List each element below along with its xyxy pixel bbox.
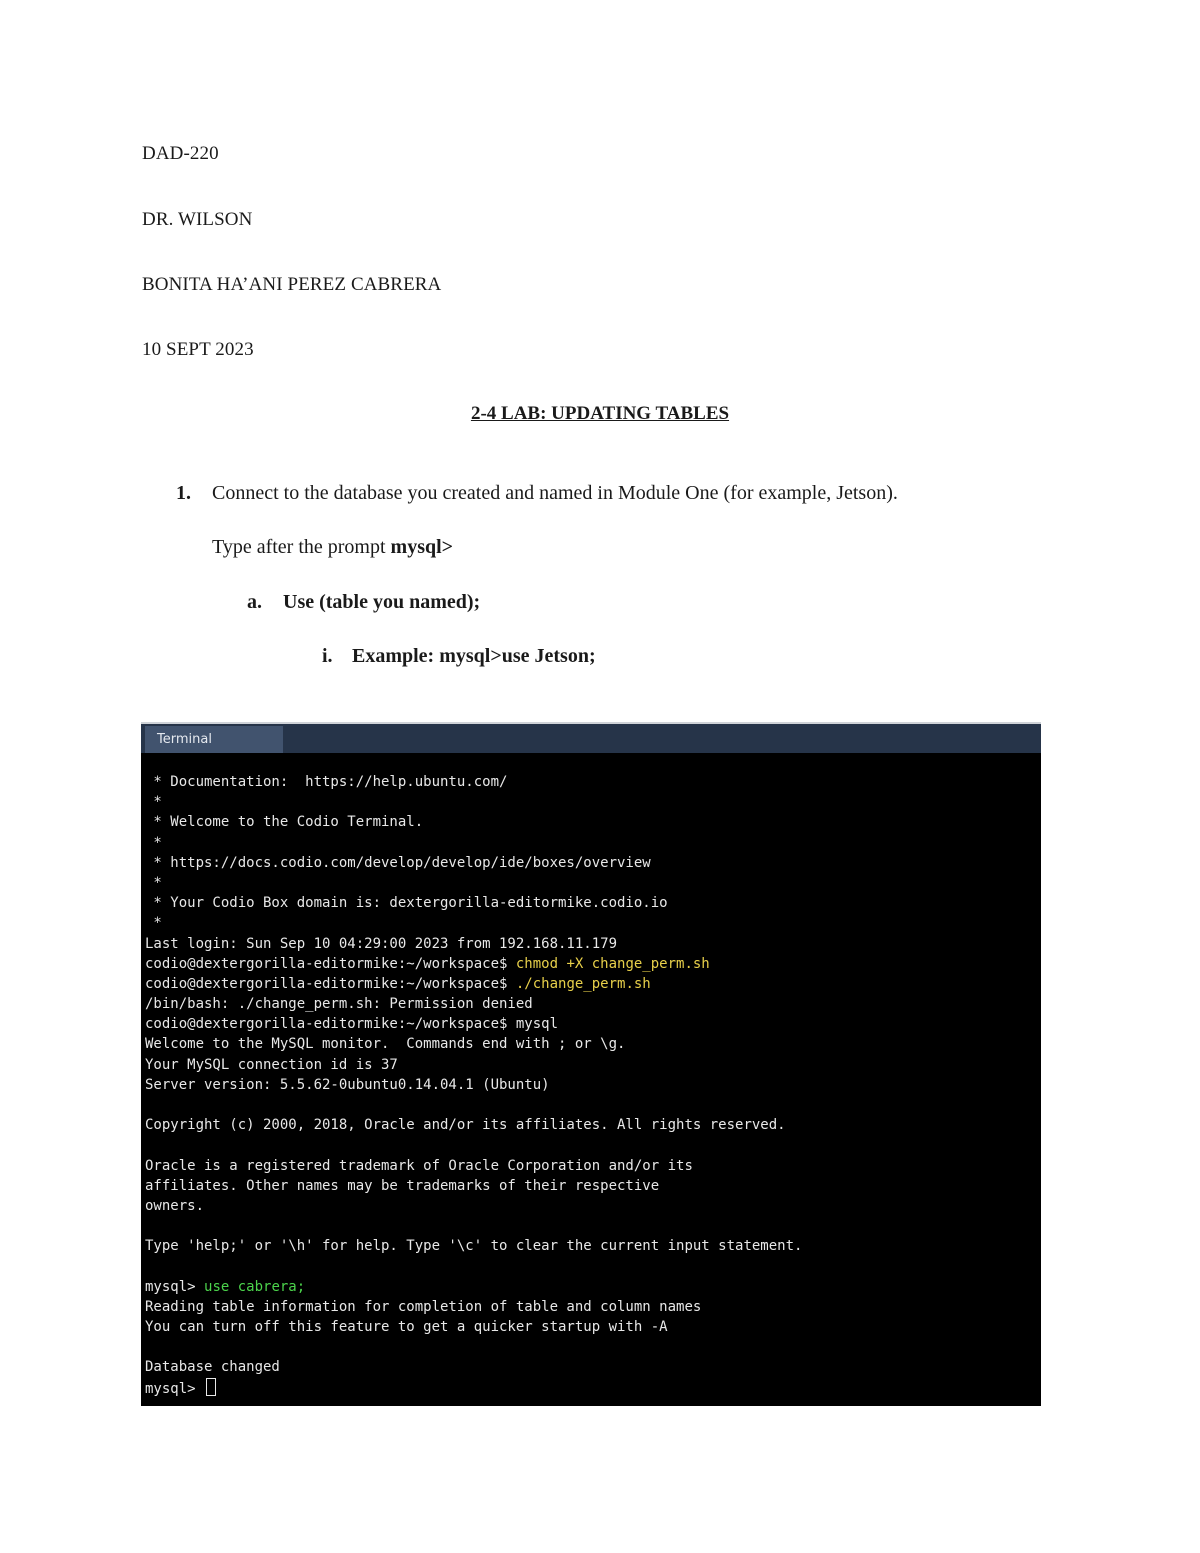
terminal-line [145, 1014, 1035, 1034]
terminal-line [145, 1055, 1035, 1075]
terminal-line [145, 974, 1035, 994]
terminal-line [145, 792, 1035, 812]
terminal-line [145, 833, 1035, 853]
terminal-line [145, 1297, 1035, 1317]
terminal-line [145, 1257, 1035, 1277]
terminal-line [145, 853, 1035, 873]
terminal-line-text: Your MySQL connection id is 37 [145, 1056, 398, 1073]
terminal-line [145, 1095, 1035, 1115]
terminal-line [145, 1216, 1035, 1236]
terminal-line-text: codio@dextergorilla-editormike:~/workspace$ [145, 955, 516, 972]
terminal-tab: Terminal [145, 726, 283, 753]
instructor-name: DR. WILSON [142, 209, 253, 230]
terminal-line-text: Copyright (c) 2000, 2018, Oracle and/or its affiliates. All rights reserved. [145, 1117, 786, 1134]
terminal-cursor [206, 1378, 216, 1396]
example-text: Example: mysql>use Jetson; [352, 645, 596, 667]
terminal-line-text: Type 'help;' or '\h' for help. Type '\c' to clear the current input statement. [145, 1238, 803, 1255]
terminal-line [145, 1034, 1035, 1054]
terminal-line [145, 1277, 1035, 1297]
terminal-line [145, 873, 1035, 893]
terminal-line [145, 1337, 1035, 1357]
terminal-line-text: Welcome to the MySQL monitor. Commands end with ; or \g. [145, 1036, 626, 1053]
terminal-line-text: * https://docs.codio.com/develop/develop/ide/boxes/overview [145, 854, 651, 871]
terminal-line [145, 812, 1035, 832]
terminal-command: use cabrera; [204, 1278, 306, 1295]
terminal-line-text: Database changed [145, 1359, 280, 1376]
prompt-instruction [212, 536, 453, 559]
prompt-prefix: Type after the prompt [212, 536, 391, 558]
terminal-line-text: affiliates. Other names may be trademarks of their respective [145, 1177, 660, 1194]
step-number: 1. [176, 482, 191, 504]
terminal-line-text: * [145, 794, 162, 811]
terminal-line-text: owners. [145, 1197, 205, 1214]
terminal-line-text: mysql> [145, 1380, 205, 1397]
terminal-line [145, 1357, 1035, 1377]
prompt-keyword: mysql> [390, 536, 454, 558]
substep-marker: a. [247, 591, 262, 613]
course-code: DAD-220 [142, 143, 219, 164]
terminal-line-text: /bin/bash: ./change_perm.sh: Permission denied [145, 996, 533, 1013]
terminal-screenshot [141, 722, 1041, 1406]
terminal-line [145, 1378, 1035, 1398]
terminal-line-text: Server version: 5.5.62-0ubuntu0.14.04.1 (Ubuntu) [145, 1076, 550, 1093]
terminal-line-text: * [145, 915, 162, 932]
terminal-line [145, 954, 1035, 974]
terminal-line [145, 1115, 1035, 1135]
example-marker: i. [322, 645, 333, 667]
student-name: BONITA HA’ANI PEREZ CABRERA [142, 274, 442, 295]
terminal-line-text: codio@dextergorilla-editormike:~/workspace$ mysql [145, 1016, 559, 1033]
submission-date: 10 SEPT 2023 [142, 339, 254, 360]
terminal-line-text: You can turn off this feature to get a quicker startup with -A [145, 1319, 668, 1336]
terminal-line [145, 1075, 1035, 1095]
terminal-line-text: Last login: Sun Sep 10 04:29:00 2023 from 192.168.11.179 [145, 935, 618, 952]
terminal-line [145, 994, 1035, 1014]
terminal-line [145, 893, 1035, 913]
step-instruction: Connect to the database you created and named in Module One (for example, Jetson). [212, 482, 898, 504]
terminal-command: chmod +X change_perm.sh [515, 955, 710, 972]
terminal-line-text: * Your Codio Box domain is: dextergorilla-editormike.codio.io [145, 895, 668, 912]
terminal-line [145, 772, 1035, 792]
terminal-tab-bar [141, 724, 1041, 753]
terminal-line-text: * Welcome to the Codio Terminal. [145, 814, 424, 831]
terminal-line-text: * [145, 874, 162, 891]
terminal-line [145, 1135, 1035, 1155]
terminal-line [145, 1317, 1035, 1337]
substep-text: Use (table you named); [283, 591, 481, 613]
terminal-line-text: * Documentation: https://help.ubuntu.com/ [145, 774, 508, 790]
terminal-line [145, 1156, 1035, 1176]
terminal-line-text: Oracle is a registered trademark of Oracle Corporation and/or its [145, 1157, 693, 1174]
terminal-line [145, 1196, 1035, 1216]
terminal-output [145, 772, 1035, 1398]
terminal-line [145, 934, 1035, 954]
terminal-command: ./change_perm.sh [515, 975, 651, 992]
terminal-line-text: Reading table information for completion of table and column names [145, 1298, 702, 1315]
terminal-line [145, 1236, 1035, 1256]
lab-title: 2-4 LAB: UPDATING TABLES [470, 403, 730, 424]
terminal-line [145, 1176, 1035, 1196]
terminal-line-text: mysql> [145, 1278, 205, 1295]
terminal-line-text: codio@dextergorilla-editormike:~/workspace$ [145, 975, 516, 992]
terminal-line [145, 913, 1035, 933]
terminal-line-text: * [145, 834, 162, 851]
